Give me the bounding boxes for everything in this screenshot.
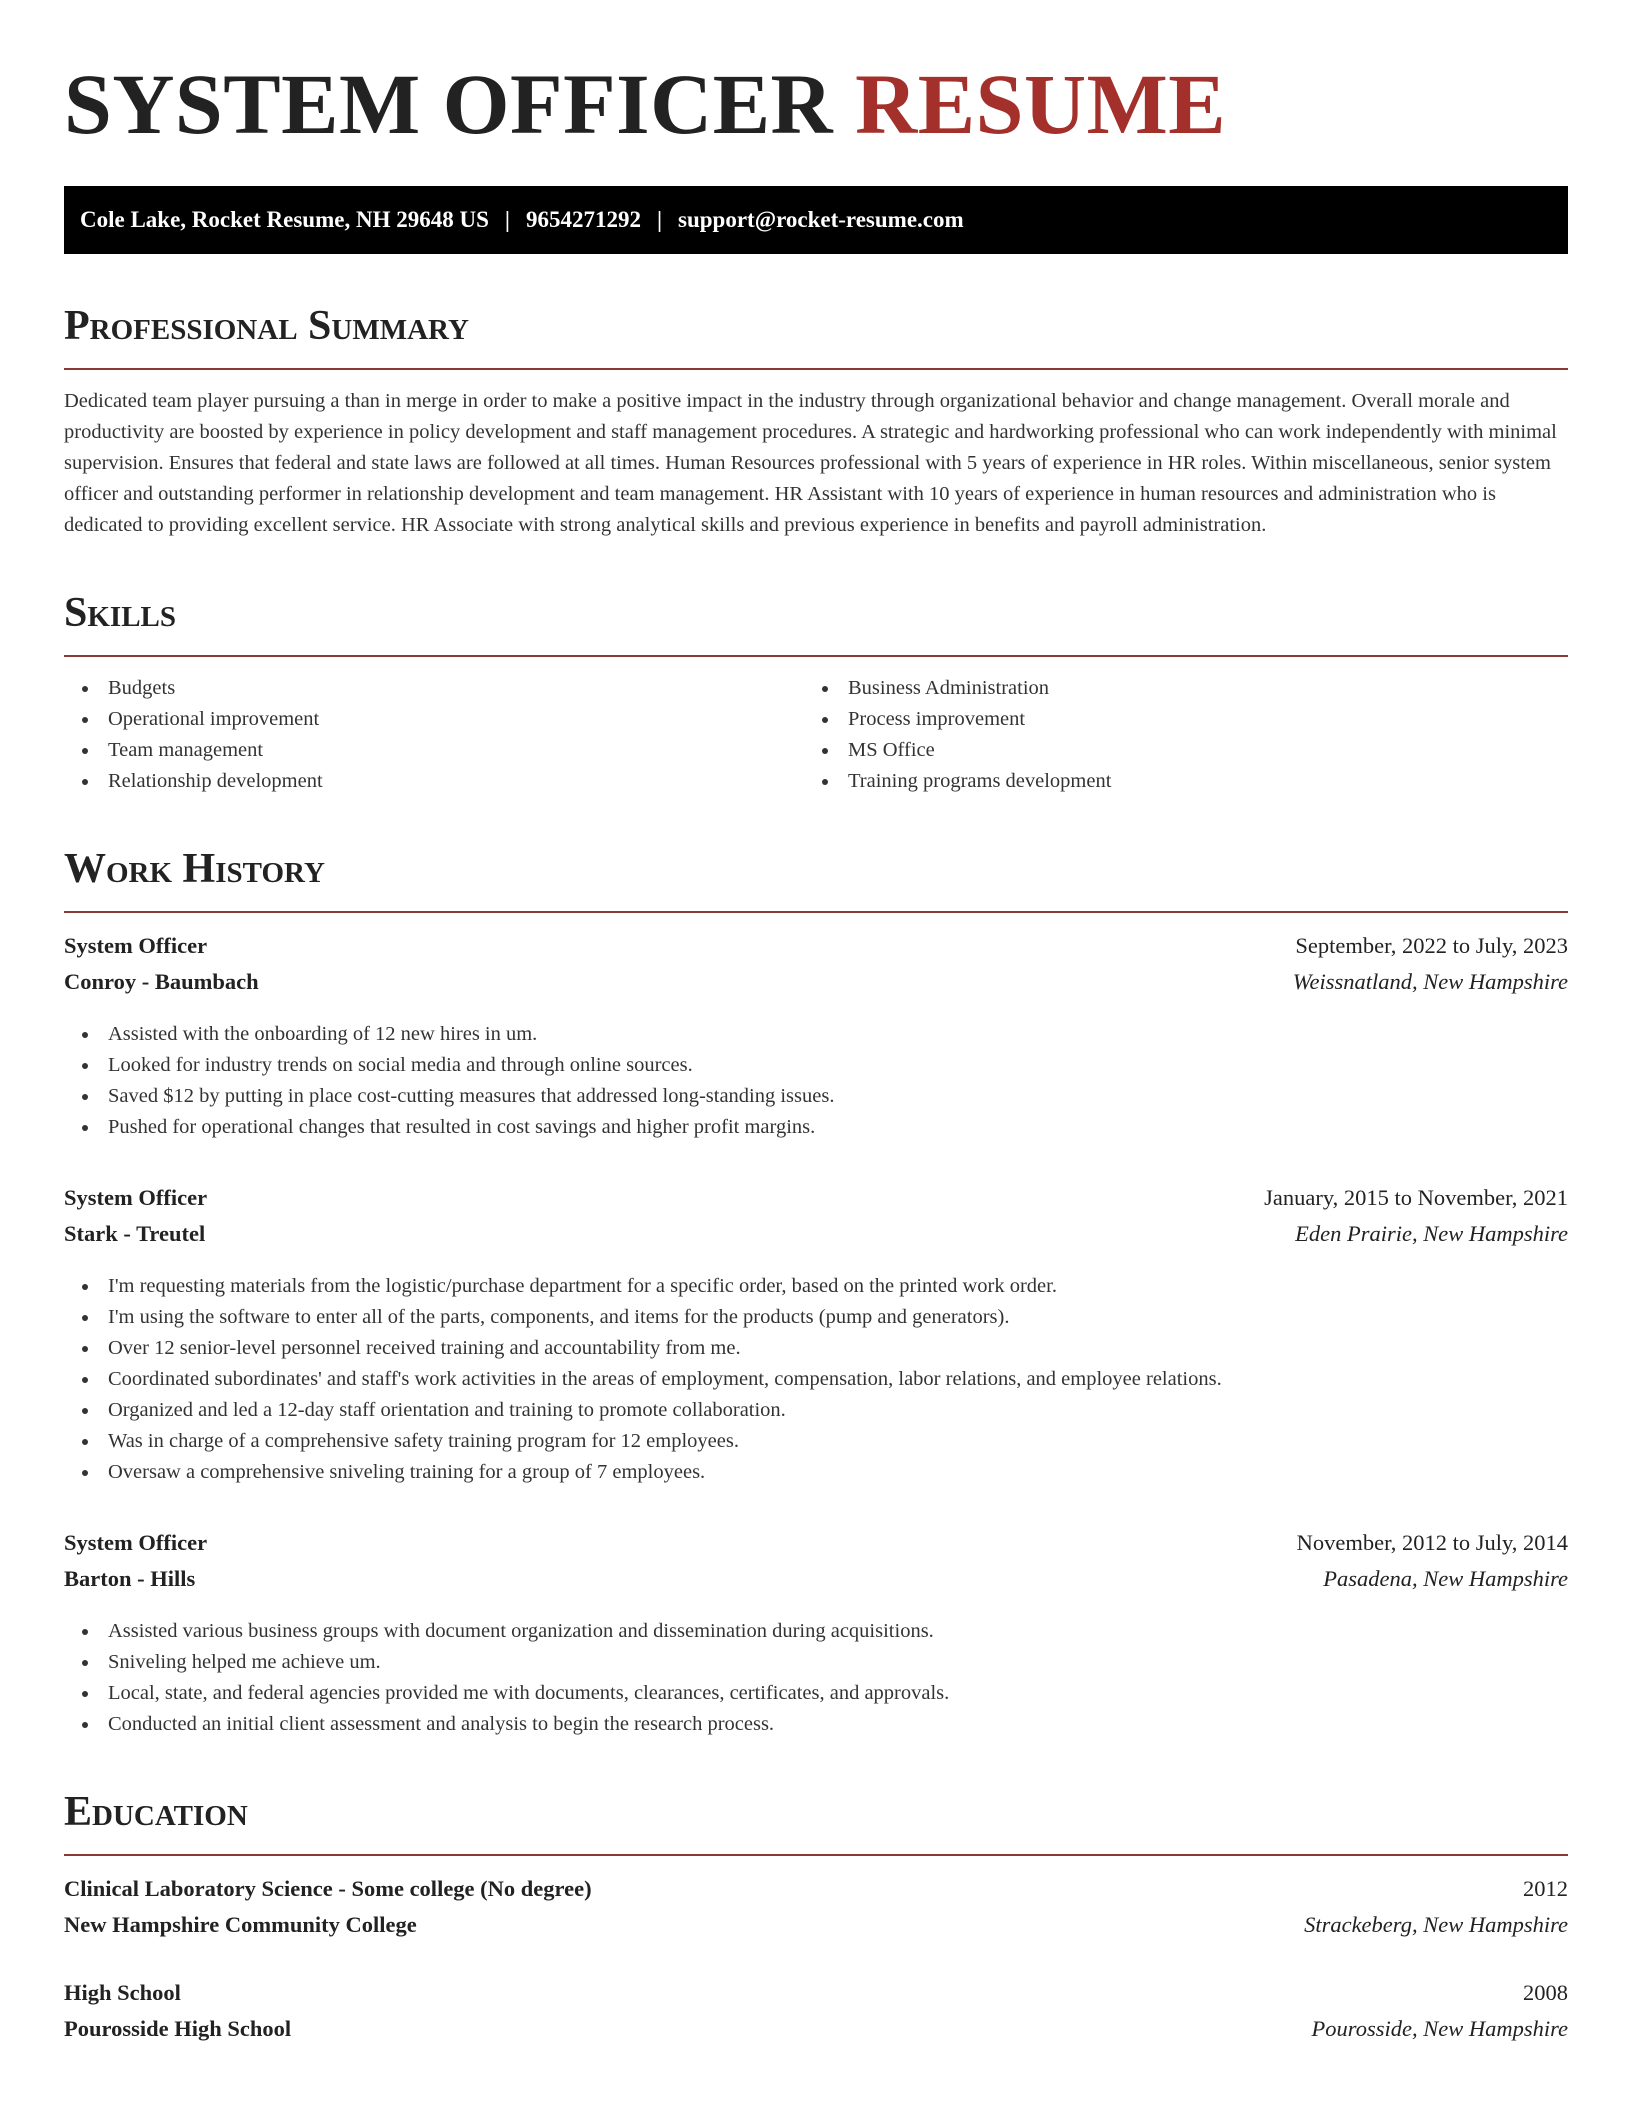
- contact-bar: [64, 186, 1568, 254]
- education-heading: Education: [64, 1789, 248, 1835]
- job-bullet: Organized and led a 12-day staff orientation and training to promote collaboration.: [64, 1395, 1568, 1426]
- education-entry: [64, 1876, 1568, 1948]
- job-dates: September, 2022 to July, 2023: [1295, 933, 1568, 958]
- job-location: Pasadena, New Hampshire: [1323, 1566, 1568, 1591]
- skill-item: Operational improvement: [64, 704, 804, 735]
- job-entry: [64, 1185, 1568, 1488]
- skill-item: Budgets: [64, 673, 804, 704]
- skills-column-left: [64, 673, 804, 797]
- education-school: Pourosside High School: [64, 2016, 292, 2041]
- work-history-heading: Work History: [64, 846, 325, 892]
- contact-address: Cole Lake, Rocket Resume, NH 29648 US: [80, 207, 489, 232]
- education-school-row: [64, 1912, 1568, 1948]
- contact-separator: |: [504, 207, 510, 232]
- job-dates: January, 2015 to November, 2021: [1264, 1185, 1568, 1210]
- education-school-row: [64, 2016, 1568, 2052]
- job-entry: [64, 933, 1568, 1143]
- job-bullet: I'm using the software to enter all of the parts, components, and items for the products (pump and generators).: [64, 1302, 1568, 1333]
- job-bullet: Conducted an initial client assessment and analysis to begin the research process.: [64, 1709, 1568, 1740]
- contact-separator: |: [656, 207, 663, 232]
- skills-column-right: [804, 673, 1544, 797]
- skills-list: [64, 673, 1568, 797]
- job-bullets: [64, 1271, 1568, 1488]
- job-title: System Officer: [64, 933, 208, 958]
- section-divider: [64, 911, 1568, 913]
- skill-item: Process improvement: [804, 704, 1544, 735]
- page-title: [64, 58, 1568, 150]
- job-company-row: [64, 969, 1568, 1005]
- job-bullet: Oversaw a comprehensive sniveling training for a group of 7 employees.: [64, 1457, 1568, 1488]
- education-location: Strackeberg, New Hampshire: [1304, 1912, 1568, 1937]
- contact-email[interactable]: support@rocket-resume.com: [678, 207, 964, 232]
- job-header-row: [64, 933, 1568, 969]
- contact-phone: 9654271292: [525, 207, 641, 232]
- job-bullets: [64, 1616, 1568, 1740]
- job-title: System Officer: [64, 1185, 208, 1210]
- skills-heading: Skills: [64, 590, 177, 636]
- education-year: 2012: [1523, 1876, 1568, 1901]
- education-location: Pourosside, New Hampshire: [1311, 2016, 1568, 2041]
- skill-item: Relationship development: [64, 766, 804, 797]
- job-bullet: Assisted various business groups with document organization and dissemination during acquisitions.: [64, 1616, 1568, 1647]
- job-header-row: [64, 1530, 1568, 1566]
- job-bullet: Coordinated subordinates' and staff's work activities in the areas of employment, compensation, labor relations, and employee relations.: [64, 1364, 1568, 1395]
- job-bullet: Assisted with the onboarding of 12 new hires in um.: [64, 1019, 1568, 1050]
- work-history-section: [64, 843, 1568, 1740]
- job-location: Weissnatland, New Hampshire: [1292, 969, 1568, 994]
- job-bullet: I'm requesting materials from the logistic/purchase department for a specific order, based on the printed work order.: [64, 1271, 1568, 1302]
- job-bullets: [64, 1019, 1568, 1143]
- job-bullet: Local, state, and federal agencies provided me with documents, clearances, certificates, and approvals.: [64, 1678, 1568, 1709]
- education-entry: [64, 1980, 1568, 2052]
- job-bullet: Sniveling helped me achieve um.: [64, 1647, 1568, 1678]
- section-divider: [64, 655, 1568, 657]
- education-degree: High School: [64, 1980, 181, 2005]
- title-accent: RESUME: [855, 56, 1227, 152]
- skill-item: Training programs development: [804, 766, 1544, 797]
- section-divider: [64, 368, 1568, 370]
- skill-item: MS Office: [804, 735, 1544, 766]
- education-degree: Clinical Laboratory Science - Some college (No degree): [64, 1876, 592, 1901]
- job-company-row: [64, 1566, 1568, 1602]
- job-company: Stark - Treutel: [64, 1221, 206, 1246]
- skill-item: Team management: [64, 735, 804, 766]
- job-bullet: Saved $12 by putting in place cost-cutting measures that addressed long-standing issues.: [64, 1081, 1568, 1112]
- job-bullet: Was in charge of a comprehensive safety training program for 12 employees.: [64, 1426, 1568, 1457]
- section-divider: [64, 1854, 1568, 1856]
- job-entry: [64, 1530, 1568, 1740]
- job-company: Conroy - Baumbach: [64, 969, 259, 994]
- education-section: [64, 1786, 1568, 2052]
- job-dates: November, 2012 to July, 2014: [1296, 1530, 1568, 1555]
- job-bullet: Looked for industry trends on social media and through online sources.: [64, 1050, 1568, 1081]
- job-bullet: Over 12 senior-level personnel received training and accountability from me.: [64, 1333, 1568, 1364]
- education-header-row: [64, 1876, 1568, 1912]
- education-year: 2008: [1523, 1980, 1568, 2005]
- job-company-row: [64, 1221, 1568, 1257]
- skills-section: [64, 587, 1568, 797]
- skill-item: Business Administration: [804, 673, 1544, 704]
- job-title: System Officer: [64, 1530, 208, 1555]
- title-main: SYSTEM OFFICER: [64, 56, 834, 152]
- job-header-row: [64, 1185, 1568, 1221]
- job-location: Eden Prairie, New Hampshire: [1295, 1221, 1568, 1246]
- job-company: Barton - Hills: [64, 1566, 196, 1591]
- summary-section: [64, 300, 1568, 541]
- summary-text: Dedicated team player pursuing a than in merge in order to make a positive impact in the industry through organizational behavior and change management. Overall morale and productivity are boosted by experience in policy development and staff management procedures. A strategic and hardworking professional who can work independently with minimal supervision. Ensures that federal and state laws are followed at all times. Human Resources professional with 5 years of experience in HR roles. Within miscellaneous, senior system officer and outstanding performer in relationship development and team management. HR Assistant with 10 years of experience in human resources and administration who is dedicated to providing excellent service. HR Associate with strong analytical skills and previous experience in benefits and payroll administration.: [64, 390, 1557, 536]
- summary-heading: Professional Summary: [64, 303, 469, 349]
- education-school: New Hampshire Community College: [64, 1912, 417, 1937]
- job-bullet: Pushed for operational changes that resulted in cost savings and higher profit margins.: [64, 1112, 1568, 1143]
- education-header-row: [64, 1980, 1568, 2016]
